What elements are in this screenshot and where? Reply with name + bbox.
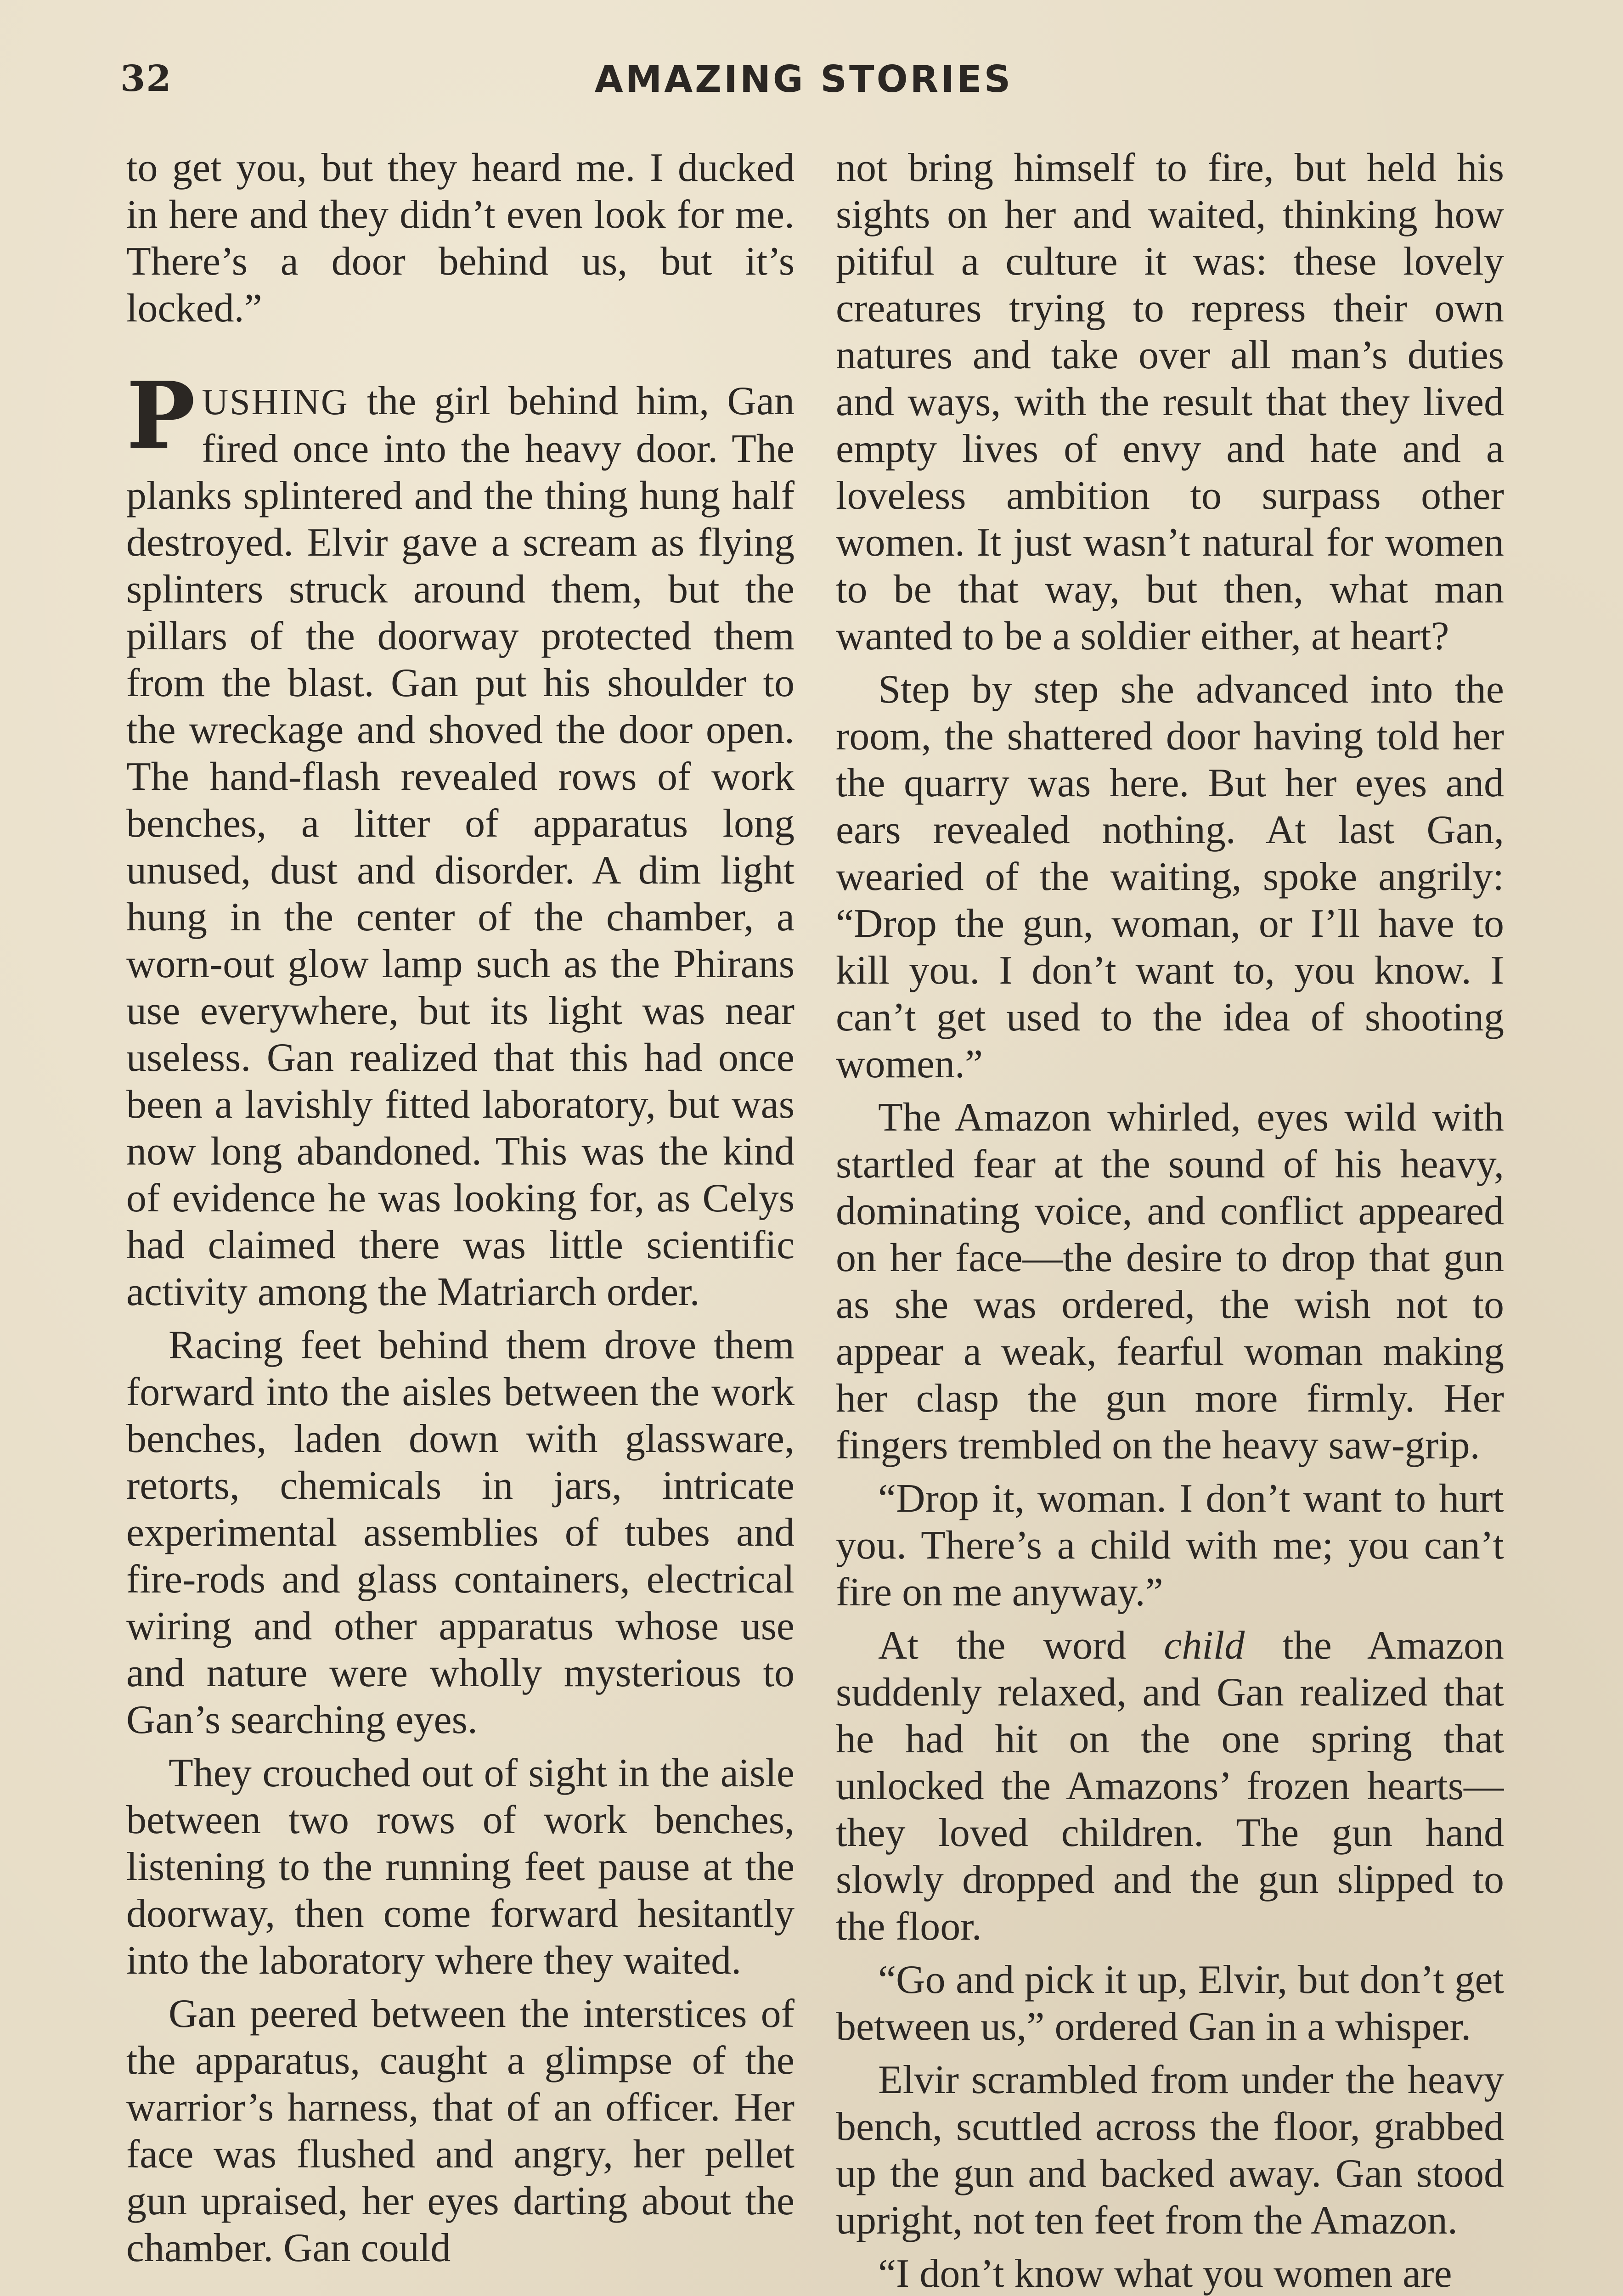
- paragraph: The Amazon whirled, eyes wild with startled fear at the sound of his heavy, dominating voice, and conflict appeared on her face—the desire to drop that gun as she was ordered, the wish not to appear a weak, fearful woman making her clasp the gun more firmly. Her fingers trembled on the heavy saw-grip.: [836, 1095, 1504, 1468]
- paragraph: “Drop it, woman. I don’t want to hurt you. There’s a child with me; you can’t fire on me anyway.”: [836, 1476, 1504, 1615]
- paragraph: “Go and pick it up, Elvir, but don’t get between us,” ordered Gan in a whisper.: [836, 1958, 1504, 2049]
- paragraph-text: the girl behind him, Gan fired once into the heavy door. The planks splintered and the thing hung half destroyed. Elvir gave a scream as flying splinters struck around them, but the pillars of the doorway protected them from the blast. Gan put his shoulder to the wreckage and shoved the door open. The hand-flash revealed rows of work benches, a litter of apparatus long unused, dust and disorder. A dim light hung in the center of the chamber, a worn-out glow lamp such as the Phirans use everywhere, but its light was near useless. Gan realized that this had once been a lavishly fitted laboratory, but was now long abandoned. This was the kind of evidence he was looking for, as Celys had claimed there was little scientific activity among the Matriarch order.: [126, 379, 795, 1314]
- magazine-title: AMAZING STORIES: [594, 58, 1013, 101]
- page-number: 32: [120, 58, 172, 100]
- paragraph-text: At the word: [878, 1623, 1164, 1668]
- paragraph: They crouched out of sight in the aisle between two rows of work benches, listening to the running feet pause at the doorway, then come forward hesitantly into the laboratory where they waited.: [126, 1751, 795, 1983]
- paragraph: to get you, but they heard me. I ducked in here and they didn’t even look for me. There’s a door behind us, but it’s locked.”: [126, 146, 795, 331]
- paragraph: Racing feet behind them drove them forward into the aisles between the work benches, laden down with glassware, retorts, chemicals in jars, intricate experimental assemblies of tubes and fire-rods and glass containers, electrical wiring and other apparatus whose use and nature were wholly mysterious to Gan’s searching eyes.: [126, 1323, 795, 1742]
- paragraph: “I don’t know what you women are: [878, 2251, 1452, 2296]
- left-column: [126, 145, 795, 2296]
- right-column: [836, 145, 1504, 2296]
- paragraph: Gan peered between the interstices of the apparatus, caught a glimpse of the warrior’s harness, that of an officer. Her face was flushed and angry, her pellet gun upraised, her eyes darting about the chamber. Gan could: [126, 1992, 795, 2270]
- italic-word: child: [1164, 1623, 1245, 1668]
- paragraph: [836, 1622, 1504, 1950]
- paragraph: Elvir scrambled from under the heavy bench, scuttled across the floor, grabbed up the gun and backed away. Gan stood upright, not ten feet from the Amazon.: [836, 2058, 1504, 2243]
- page-header: [0, 0, 1623, 165]
- paragraph-dropcap: [126, 362, 795, 1316]
- small-caps-lead: USHING: [202, 382, 349, 422]
- paragraph: not bring himself to fire, but held his sights on her and waited, thinking how pitiful a culture it was: these lovely creatures trying to repress their own natures and take over all man’s duties and ways, with the result that they lived empty lives of envy and hate and a loveless ambition to surpass other women. It just wasn’t natural for women to be that way, but then, what man wanted to be a soldier either, at heart?: [836, 146, 1504, 658]
- drop-cap: P: [126, 362, 196, 470]
- paragraph: Step by step she advanced into the room, the shattered door having told her the quarry was here. But her eyes and ears revealed nothing. At last Gan, wearied of the waiting, spoke angrily: “Drop the gun, woman, or I’ll have to kill you. I don’t want to, you know. I can’t get used to the idea of shooting women.”: [836, 667, 1504, 1086]
- paragraph-text: the Amazon suddenly relaxed, and Gan realized that he had hit on the one spring that unlocked the Amazons’ frozen hearts—they loved children. The gun hand slowly dropped and the gun slipped to the floor.: [836, 1623, 1504, 1949]
